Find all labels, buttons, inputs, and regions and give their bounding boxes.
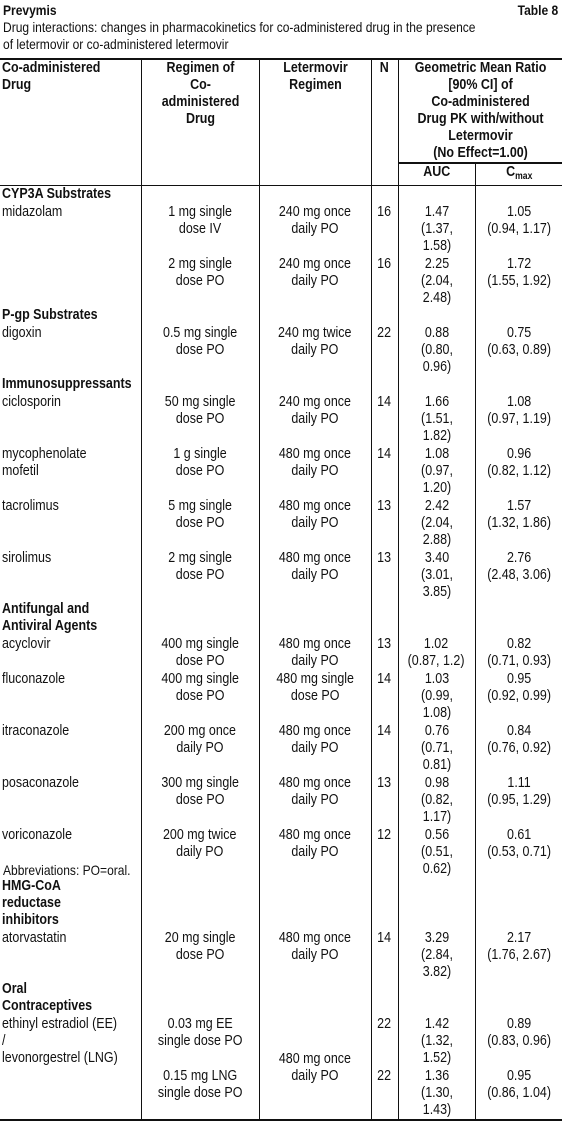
letermovir-regimen: 480 mg once daily PO <box>259 497 371 549</box>
abbreviations-note: Abbreviations: PO=oral. <box>3 862 131 878</box>
auc-value: 1.08 (0.97, 1.20) <box>398 445 475 497</box>
drug-name: tacrolimus <box>2 498 59 514</box>
letermovir-regimen: 480 mg once daily PO <box>259 549 371 601</box>
auc-value: 1.42 (1.32, 1.52) <box>398 1015 475 1067</box>
auc-value: 1.47 (1.37, 1.58) <box>398 203 475 255</box>
drug-regimen: 2 mg single dose PO <box>141 255 259 307</box>
cmax-value: 0.95 (0.92, 0.99) <box>475 670 562 722</box>
table-row <box>0 445 562 497</box>
col-header-n: N <box>371 59 398 186</box>
cmax-value: 0.82 (0.71, 0.93) <box>475 635 562 670</box>
drug-name: fluconazole <box>2 671 66 687</box>
drug-name: sirolimus <box>2 550 52 566</box>
col-header-cmax: $C_{max}$ <box>475 163 562 186</box>
cmax-value: 0.95 (0.86, 1.04) <box>475 1067 562 1120</box>
auc-value: 1.02 (0.87, 1.2) <box>398 635 475 670</box>
drug-regimen: 0.5 mg single dose PO <box>141 324 259 376</box>
n-value: 13 <box>371 549 398 601</box>
table-header-block <box>0 0 562 58</box>
col-header-auc: AUC <box>398 163 475 186</box>
auc-value: 3.40 (3.01, 3.85) <box>398 549 475 601</box>
letermovir-regimen: 480 mg single dose PO <box>259 670 371 722</box>
auc-value: 2.25 (2.04, 2.48) <box>398 255 475 307</box>
drug-regimen: 200 mg once daily PO <box>141 722 259 774</box>
n-value: 14 <box>371 670 398 722</box>
table-row <box>0 203 562 255</box>
cmax-value: 1.11 (0.95, 1.29) <box>475 774 562 826</box>
letermovir-regimen: 480 mg once daily PO <box>259 929 371 981</box>
cmax-value: 2.17 (1.76, 2.67) <box>475 929 562 981</box>
n-value: 14 <box>371 722 398 774</box>
n-value: 16 <box>371 255 398 307</box>
drug-regimen: 400 mg single dose PO <box>141 635 259 670</box>
n-value: 13 <box>371 774 398 826</box>
drug-regimen: 0.03 mg EE single dose PO <box>141 1015 259 1067</box>
section-row <box>0 601 562 635</box>
section-heading: CYP3A Substrates <box>2 186 112 202</box>
drug-regimen: 300 mg single dose PO <box>141 774 259 826</box>
auc-value: 0.98 (0.82, 1.17) <box>398 774 475 826</box>
table-body <box>0 186 562 1121</box>
cmax-value: 0.61 (0.53, 0.71) <box>475 826 562 878</box>
n-value: 12 <box>371 826 398 878</box>
drug-name: posaconazole <box>2 775 79 791</box>
cmax-value: 0.89 (0.83, 0.96) <box>475 1015 562 1067</box>
drug-name: voriconazole <box>2 827 73 843</box>
caption-line: of letermovir or co-administered letermovir <box>3 36 229 52</box>
col-header-gmr: Geometric Mean Ratio [90% CI] of Co-administered Drug PK with/without Letermovir (No Effect=1.00) <box>398 59 562 163</box>
drug-name: itraconazole <box>2 723 70 739</box>
section-row <box>0 981 562 1015</box>
n-value: 14 <box>371 445 398 497</box>
section-heading: HMG-CoA reductase inhibitors <box>2 878 61 928</box>
table-row <box>0 670 562 722</box>
drug-name <box>0 255 141 307</box>
table-caption <box>3 19 553 53</box>
n-value: 22 <box>371 1015 398 1067</box>
section-heading: Antifungal and Antiviral Agents <box>2 601 98 634</box>
auc-value: 3.29 (2.84, 3.82) <box>398 929 475 981</box>
drug-name <box>0 1067 141 1120</box>
section-row <box>0 878 562 929</box>
col-header-regimen: Regimen of Co-administered Drug <box>141 59 259 186</box>
table-row <box>0 393 562 445</box>
drug-regimen: 5 mg single dose PO <box>141 497 259 549</box>
auc-value: 0.88 (0.80, 0.96) <box>398 324 475 376</box>
n-value: 22 <box>371 1067 398 1120</box>
table-row <box>0 635 562 670</box>
auc-value: 0.56 (0.51, 0.62) <box>398 826 475 878</box>
letermovir-regimen: 240 mg twice daily PO <box>259 324 371 376</box>
auc-value: 1.66 (1.51, 1.82) <box>398 393 475 445</box>
drug-regimen: 200 mg twice daily PO <box>141 826 259 878</box>
section-row <box>0 376 562 393</box>
n-value: 22 <box>371 324 398 376</box>
header-row <box>0 59 562 163</box>
drug-name: digoxin <box>2 325 42 341</box>
table-row <box>0 497 562 549</box>
auc-value: 2.42 (2.04, 2.88) <box>398 497 475 549</box>
cmax-value: 1.57 (1.32, 1.86) <box>475 497 562 549</box>
drug-regimen: 2 mg single dose PO <box>141 549 259 601</box>
col-header-drug: Co-administered Drug <box>0 59 141 186</box>
interaction-table <box>0 58 562 1121</box>
letermovir-regimen: 240 mg once daily PO <box>259 255 371 307</box>
section-row <box>0 186 562 204</box>
n-value: 14 <box>371 929 398 981</box>
letermovir-regimen: 480 mg once daily PO <box>259 445 371 497</box>
section-heading: Immunosuppressants <box>2 376 132 392</box>
drug-name: atorvastatin <box>2 930 67 946</box>
table-row <box>0 549 562 601</box>
brand-name: Prevymis <box>3 2 57 18</box>
letermovir-regimen: 480 mg once daily PO <box>259 722 371 774</box>
letermovir-regimen: 480 mg once daily PO <box>259 1015 371 1120</box>
letermovir-regimen: 240 mg once daily PO <box>259 393 371 445</box>
drug-name: midazolam <box>2 204 63 220</box>
auc-value: 1.36 (1.30, 1.43) <box>398 1067 475 1120</box>
cmax-value: 1.05 (0.94, 1.17) <box>475 203 562 255</box>
col-header-letermovir-regimen: Letermovir Regimen <box>259 59 371 186</box>
drug-regimen: 1 mg single dose IV <box>141 203 259 255</box>
letermovir-regimen: 480 mg once daily PO <box>259 635 371 670</box>
drug-regimen: 20 mg single dose PO <box>141 929 259 981</box>
drug-name: mycophenolate mofetil <box>2 446 87 479</box>
table-row <box>0 1015 562 1067</box>
table-row <box>0 774 562 826</box>
cmax-value: 0.84 (0.76, 0.92) <box>475 722 562 774</box>
drug-name: acyclovir <box>2 636 51 652</box>
letermovir-regimen: 480 mg once daily PO <box>259 774 371 826</box>
auc-value: 1.03 (0.99, 1.08) <box>398 670 475 722</box>
caption-line: Drug interactions: changes in pharmacokinetics for co-administered drug in the presence <box>3 19 476 35</box>
section-heading: P-gp Substrates <box>2 307 98 323</box>
table-row <box>0 929 562 981</box>
cmax-value: 0.96 (0.82, 1.12) <box>475 445 562 497</box>
cmax-value: 2.76 (2.48, 3.06) <box>475 549 562 601</box>
auc-value: 0.76 (0.71, 0.81) <box>398 722 475 774</box>
letermovir-regimen: 240 mg once daily PO <box>259 203 371 255</box>
drug-regimen: 400 mg single dose PO <box>141 670 259 722</box>
cmax-value: 1.08 (0.97, 1.19) <box>475 393 562 445</box>
n-value: 14 <box>371 393 398 445</box>
drug-name: ethinyl estradiol (EE) / levonorgestrel (LNG) <box>2 1016 118 1066</box>
drug-regimen: 50 mg single dose PO <box>141 393 259 445</box>
section-row <box>0 307 562 324</box>
cmax-value: 1.72 (1.55, 1.92) <box>475 255 562 307</box>
table-row <box>0 722 562 774</box>
drug-regimen: 0.15 mg LNG single dose PO <box>141 1067 259 1120</box>
n-value: 16 <box>371 203 398 255</box>
drug-regimen: 1 g single dose PO <box>141 445 259 497</box>
n-value: 13 <box>371 497 398 549</box>
n-value: 13 <box>371 635 398 670</box>
drug-name: ciclosporin <box>2 394 61 410</box>
cmax-value: 0.75 (0.63, 0.89) <box>475 324 562 376</box>
letermovir-regimen: 480 mg once daily PO <box>259 826 371 878</box>
section-heading: Oral Contraceptives <box>2 981 93 1014</box>
table-row <box>0 324 562 376</box>
table-row <box>0 255 562 307</box>
table-number: Table 8 <box>517 2 558 18</box>
